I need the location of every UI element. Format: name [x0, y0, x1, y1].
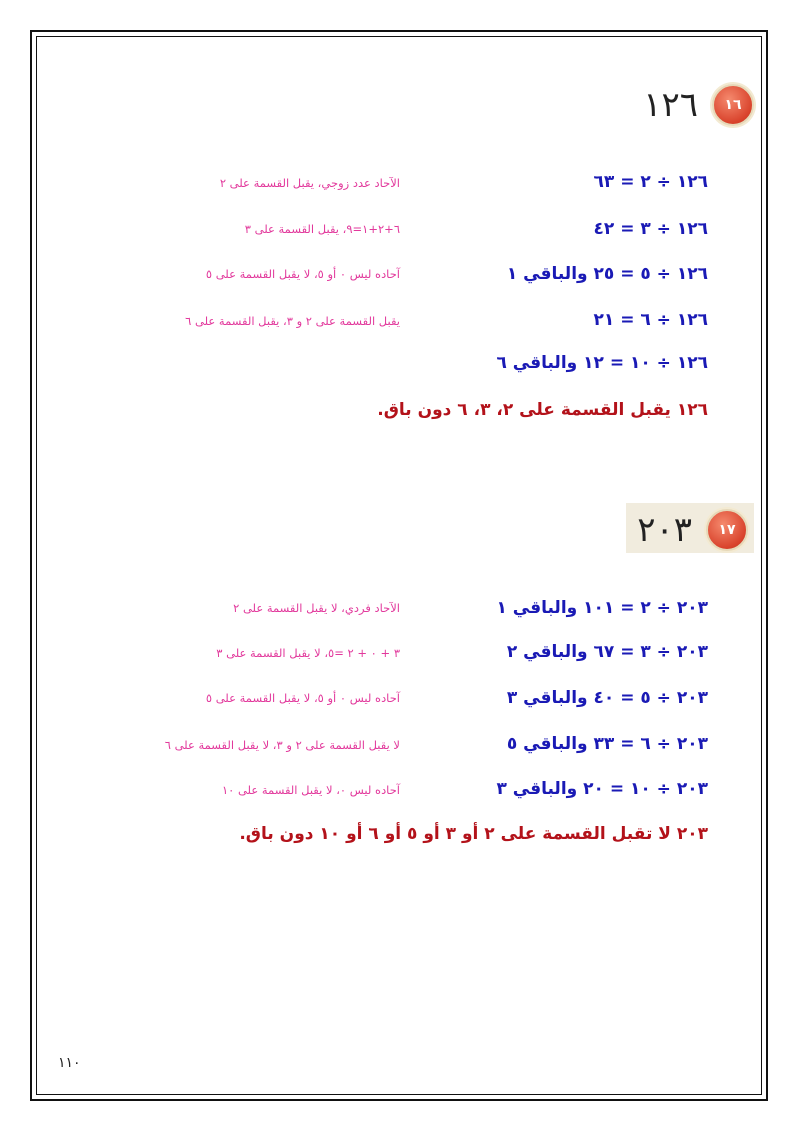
page-number: ١١٠ — [58, 1055, 81, 1071]
problem-16-equation-3: ١٢٦ ÷ ٥ = ٢٥ والباقي ١ — [506, 264, 708, 284]
problem-17-note-1: الآحاد فردي، لا يقبل القسمة على ٢ — [233, 601, 400, 615]
problem-16-equation-1: ١٢٦ ÷ ٢ = ٦٣ — [593, 172, 708, 192]
problem-16-equation-4: ١٢٦ ÷ ٦ = ٢١ — [593, 310, 708, 330]
problem-17-note-5: آحاده ليس ٠، لا يقبل القسمة على ١٠ — [221, 783, 400, 797]
problem-17-number: ٢٠٣ — [637, 510, 692, 550]
problem-17-badge: ١٧ — [706, 509, 748, 551]
problem-17-header — [637, 509, 748, 551]
problem-17-equation-2: ٢٠٣ ÷ ٣ = ٦٧ والباقي ٢ — [506, 642, 708, 662]
problem-16-note-2: ٦+٢+١=٩، يقبل القسمة على ٣ — [244, 222, 400, 236]
problem-17-equation-4: ٢٠٣ ÷ ٦ = ٣٣ والباقي ٥ — [506, 734, 708, 754]
problem-17-equation-3: ٢٠٣ ÷ ٥ = ٤٠ والباقي ٣ — [506, 688, 708, 708]
problem-16-equation-5: ١٢٦ ÷ ١٠ = ١٢ والباقي ٦ — [496, 353, 708, 373]
problem-16-header — [643, 84, 754, 126]
problem-17-equation-5: ٢٠٣ ÷ ١٠ = ٢٠ والباقي ٣ — [496, 779, 708, 799]
problem-16-note-4: يقبل القسمة على ٢ و ٣، يقبل القسمة على ٦ — [185, 314, 400, 328]
problem-16-note-1: الآحاد عدد زوجي، يقبل القسمة على ٢ — [219, 176, 400, 190]
problem-17-note-3: آحاده ليس ٠ أو ٥، لا يقبل القسمة على ٥ — [205, 691, 400, 705]
problem-17-equation-1: ٢٠٣ ÷ ٢ = ١٠١ والباقي ١ — [496, 598, 708, 618]
problem-16-note-3: آحاده ليس ٠ أو ٥، لا يقبل القسمة على ٥ — [205, 267, 400, 281]
problem-16-number: ١٢٦ — [643, 85, 698, 125]
problem-16-equation-2: ١٢٦ ÷ ٣ = ٤٢ — [593, 219, 708, 239]
page-border-inner — [36, 36, 762, 1095]
problem-17-conclusion: ٢٠٣ لا تقبل القسمة على ٢ أو ٣ أو ٥ أو ٦ أو ١٠ دون باق. — [239, 824, 708, 844]
problem-17-note-2: ٣ + ٠ + ٢ =٥، لا يقبل القسمة على ٣ — [216, 646, 400, 660]
problem-17-note-4: لا يقبل القسمة على ٢ و ٣، لا يقبل القسمة على ٦ — [164, 738, 400, 752]
problem-16-badge: ١٦ — [712, 84, 754, 126]
problem-16-conclusion: ١٢٦ يقبل القسمة على ٢، ٣، ٦ دون باق. — [377, 400, 708, 420]
